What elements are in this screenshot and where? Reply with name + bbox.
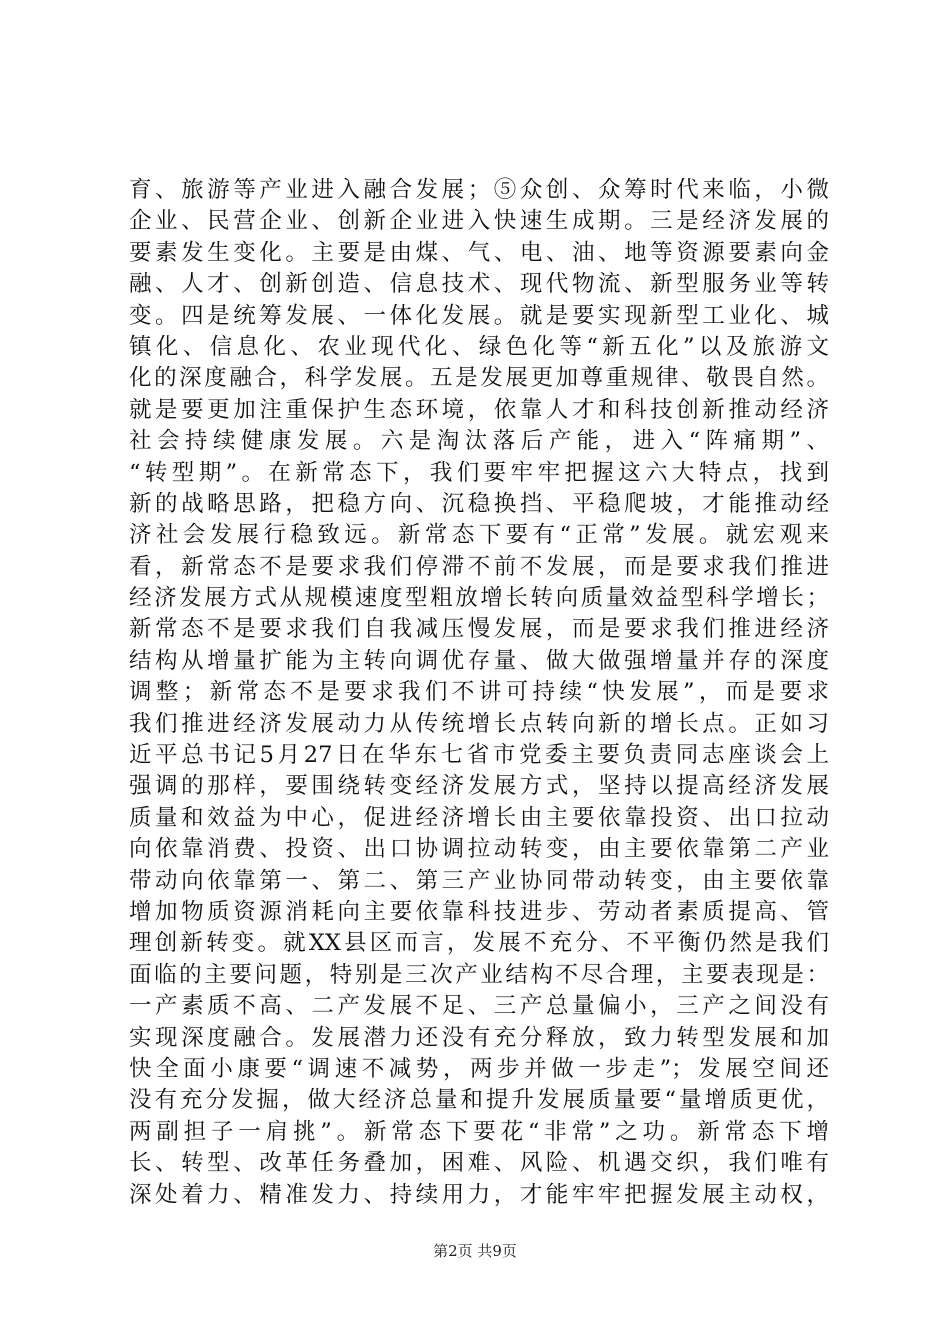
- text-line: 向依靠消费、投资、出口协调拉动转变，由主要依靠第二产业: [129, 836, 829, 863]
- text-line: 深处着力、精准发力、持续用力，才能牢牢把握发展主动权，: [129, 1181, 829, 1208]
- text-line: 济社会发展行稳致远。新常态下要有“正常”发展。就宏观来: [129, 522, 829, 549]
- text-line: 两副担子一肩挑”。新常态下要花“非常”之功。新常态下增: [129, 1118, 829, 1145]
- text-line: 要素发生变化。主要是由煤、气、电、油、地等资源要素向金: [129, 239, 829, 266]
- text-line: 新的战略思路，把稳方向、沉稳换挡、平稳爬坡，才能推动经: [129, 490, 829, 517]
- text-line: 一产素质不高、二产发展不足、三产总量偏小，三产之间没有: [129, 993, 829, 1020]
- text-line: 经济发展方式从规模速度型粗放增长转向质量效益型科学增长；: [129, 585, 829, 612]
- text-line: 社会持续健康发展。六是淘汰落后产能，进入“阵痛期”、: [129, 428, 829, 455]
- text-line: 快全面小康要“调速不减势，两步并做一步走”；发展空间还: [129, 1055, 829, 1082]
- text-line: 新常态不是要求我们自我减压慢发展，而是要求我们推进经济: [129, 616, 829, 643]
- text-line: 理创新转变。就XX县区而言，发展不充分、不平衡仍然是我们: [129, 930, 829, 957]
- text-line: 实现深度融合。发展潜力还没有充分释放，致力转型发展和加: [129, 1024, 829, 1051]
- text-line: 没有充分发掘，做大经济总量和提升发展质量要“量增质更优，: [129, 1087, 829, 1114]
- text-line: 长、转型、改革任务叠加，困难、风险、机遇交织，我们唯有: [129, 1150, 829, 1177]
- text-line: 我们推进经济发展动力从传统增长点转向新的增长点。正如习: [129, 710, 829, 737]
- text-line: 带动向依靠第一、第二、第三产业协同带动转变，由主要依靠: [129, 867, 829, 894]
- text-line: 结构从增量扩能为主转向调优存量、做大做强增量并存的深度: [129, 647, 829, 674]
- page-footer: 第2页 共9页: [433, 1242, 517, 1260]
- text-line: 质量和效益为中心，促进经济增长由主要依靠投资、出口拉动: [129, 804, 829, 831]
- text-line: 增加物质资源消耗向主要依靠科技进步、劳动者素质提高、管: [129, 898, 829, 925]
- text-line: 化的深度融合，科学发展。五是发展更加尊重规律、敬畏自然。: [129, 365, 829, 392]
- text-line: 强调的那样，要围绕转变经济发展方式，坚持以提高经济发展: [129, 773, 829, 800]
- text-line: 面临的主要问题，特别是三次产业结构不尽合理，主要表现是：: [129, 961, 829, 988]
- text-line: 融、人才、创新创造、信息技术、现代物流、新型服务业等转: [129, 271, 829, 298]
- text-line: 镇化、信息化、农业现代化、绿色化等“新五化”以及旅游文: [129, 333, 829, 360]
- body-text: [129, 175, 829, 1211]
- text-line: 看，新常态不是要求我们停滞不前不发展，而是要求我们推进: [129, 553, 829, 580]
- text-line: “转型期”。在新常态下，我们要牢牢把握这六大特点，找到: [129, 459, 829, 486]
- text-line: 近平总书记5月27日在华东七省市党委主要负责同志座谈会上: [129, 742, 829, 769]
- text-line: 调整；新常态不是要求我们不讲可持续“快发展”，而是要求: [129, 679, 829, 706]
- text-line: 变。四是统筹发展、一体化发展。就是要实现新型工业化、城: [129, 302, 829, 329]
- text-line: 企业、民营企业、创新企业进入快速生成期。三是经济发展的: [129, 208, 829, 235]
- text-line: 就是要更加注重保护生态环境，依靠人才和科技创新推动经济: [129, 396, 829, 423]
- text-line: 育、旅游等产业进入融合发展；⑤众创、众筹时代来临，小微: [129, 177, 829, 203]
